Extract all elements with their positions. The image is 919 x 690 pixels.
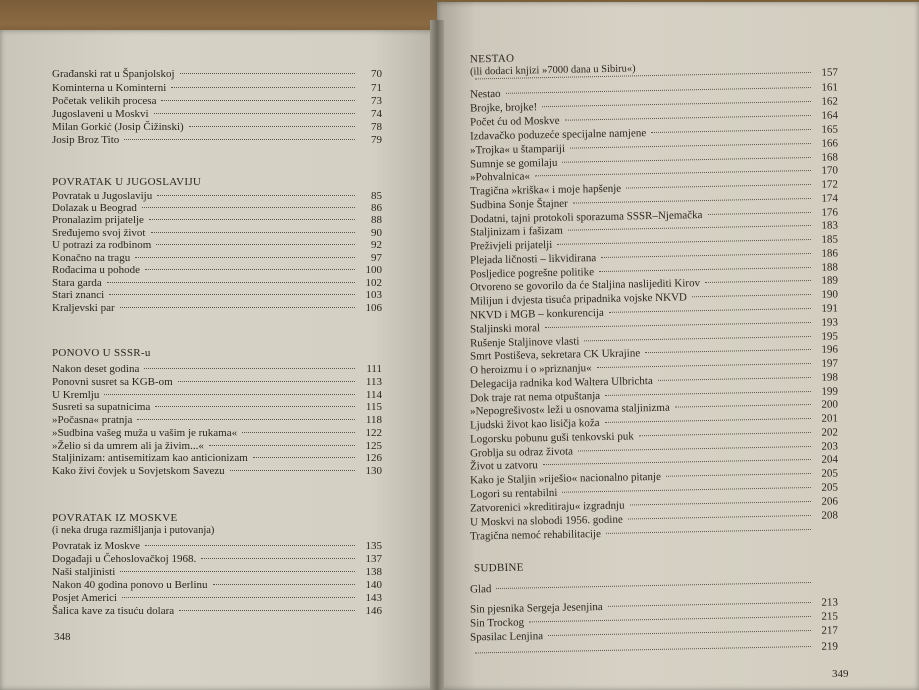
toc-leader-dots (179, 610, 355, 611)
toc-leader-dots (144, 368, 355, 369)
toc-entry-title: Milijun i dvjesta tisuća pripadnika vojske NKVD (469, 291, 688, 308)
toc-leader-dots (180, 73, 355, 74)
toc-entry-page: 97 (371, 252, 382, 264)
toc-leader-dots (209, 445, 355, 446)
toc-entry (52, 121, 382, 133)
toc-entry-page: 100 (365, 264, 382, 276)
toc-entry (52, 95, 382, 107)
toc-entry-page: 113 (365, 376, 382, 388)
toc-entry-title: Delegacija radnika kod Waltera Ulbrichta (469, 375, 653, 391)
section-title: NESTAO (469, 52, 515, 66)
toc-entry (52, 277, 382, 289)
toc-entry-title: Stara garda (52, 277, 102, 289)
toc-entry-title: Glad (469, 583, 492, 596)
toc-entry-title: Ponovni susret sa KGB-om (52, 376, 173, 388)
toc-entry-title: »Počasna« pratnja (52, 414, 133, 426)
toc-entry-page: 215 (821, 610, 839, 623)
toc-leader-dots (605, 418, 811, 423)
toc-entry-page: 172 (821, 178, 839, 191)
section-title: SUDBINE (473, 561, 524, 575)
toc-entry (52, 264, 382, 276)
section-title: PONOVO U SSSR-u (52, 347, 151, 359)
toc-entry-title: Logorsku pobunu guši tenkovski puk (469, 430, 634, 446)
toc-entry-page: 92 (371, 239, 382, 251)
toc-leader-dots (705, 280, 811, 283)
toc-entry-page: 185 (821, 233, 839, 246)
toc-entry (52, 452, 382, 464)
toc-leader-dots (189, 126, 355, 127)
toc-entry-title: Kraljevski par (52, 302, 115, 314)
toc-entry-page: 174 (821, 192, 839, 205)
toc-entry-title: Rođacima u pohode (52, 264, 140, 276)
toc-entry-page: 206 (821, 495, 839, 508)
toc-entry-title: Građanski rat u Španjolskoj (52, 68, 175, 80)
toc-leader-dots (584, 336, 811, 341)
toc-entry-title: Povratak iz Moskve (52, 540, 140, 552)
toc-leader-dots (137, 419, 355, 420)
toc-entry-page: 208 (821, 509, 839, 522)
toc-leader-dots (570, 143, 811, 149)
toc-leader-dots (124, 139, 355, 140)
section-subtitle: (ili dodaci knjizi »7000 dana u Sibiru«) (469, 63, 636, 78)
toc-entry-title: Groblja su odraz života (469, 445, 574, 460)
toc-entry-title: Izdavačko poduzeće specijalne namjene (469, 127, 647, 143)
toc-entry-title: Povratak u Jugoslaviju (52, 190, 153, 202)
toc-entry-title: »Želio si da umrem ali ja živim...« (52, 440, 204, 452)
toc-entry-title: Život u zatvoru (469, 459, 538, 473)
toc-leader-dots (542, 101, 811, 107)
toc-entry-title: Kako živi čovjek u Sovjetskom Savezu (52, 465, 225, 477)
toc-leader-dots (565, 115, 811, 121)
toc-leader-dots (253, 457, 355, 458)
toc-entry (52, 414, 382, 426)
toc-entry (52, 566, 382, 578)
toc-entry-title: Josip Broz Tito (52, 134, 120, 146)
toc-entry-title: Nestao (469, 87, 501, 101)
toc-leader-dots (178, 381, 355, 382)
toc-leader-dots (578, 446, 811, 451)
toc-entry-title: Milan Gorkić (Josip Čižinski) (52, 121, 184, 133)
toc-entry (52, 202, 382, 214)
toc-entry-page: 88 (371, 214, 382, 226)
toc-entry-title: Staljinizam: antisemitizam kao anticionizam (52, 452, 248, 464)
toc-leader-dots (155, 406, 355, 407)
toc-entry-title: Smrt Postiševa, sekretara CK Ukrajine (469, 347, 641, 363)
toc-entry (52, 68, 382, 80)
toc-entry-title: Početak velikih procesa (52, 95, 157, 107)
toc-leader-dots (171, 87, 355, 88)
toc-entry-title: Naši staljinisti (52, 566, 116, 578)
toc-entry-title: Tragična nemoć rehabilitacije (469, 528, 602, 543)
toc-entry-title: Posjet Americi (52, 592, 118, 604)
toc-leader-dots (651, 129, 811, 133)
toc-leader-dots (599, 267, 811, 272)
toc-entry-page: 205 (821, 467, 839, 480)
toc-entry-title: U Moskvi na slobodi 1956. godine (469, 513, 623, 529)
toc-leader-dots (675, 404, 811, 408)
toc-leader-dots (606, 529, 811, 534)
toc-leader-dots (609, 308, 811, 313)
toc-entry (52, 427, 382, 439)
toc-entry-page: 74 (371, 108, 382, 120)
toc-entry-page: 205 (821, 481, 839, 494)
toc-leader-dots (605, 391, 811, 396)
toc-entry-title: Spasilac Lenjina (469, 630, 544, 644)
toc-entry-page: 70 (371, 68, 382, 80)
toc-entry-title: Kako je Staljin »riješio« nacionalno pitanje (469, 470, 662, 487)
toc-entry-title: Ljudski život kao lisičja koža (469, 417, 600, 432)
toc-leader-dots (475, 72, 811, 79)
toc-entry (52, 592, 382, 604)
toc-leader-dots (213, 584, 355, 585)
toc-entry-page: 190 (821, 288, 839, 301)
toc-entry-title: Jugoslaveni u Moskvi (52, 108, 149, 120)
toc-entry-title: Sudbina Sonje Štajner (469, 197, 568, 212)
toc-entry (52, 227, 382, 239)
toc-entry-page: 170 (821, 164, 839, 177)
toc-entry-page: 219 (821, 640, 839, 653)
toc-entry-title: Dolazak u Beograd (52, 202, 137, 214)
toc-leader-dots (135, 257, 355, 258)
toc-entry-title: Nakon deset godina (52, 363, 140, 375)
toc-entry-title: »Trojka« u štampariji (469, 142, 566, 157)
toc-leader-dots (630, 501, 811, 505)
toc-leader-dots (120, 571, 355, 572)
toc-entry-page: 137 (365, 553, 382, 565)
toc-entry (52, 108, 382, 120)
toc-leader-dots (601, 253, 811, 258)
toc-leader-dots (666, 473, 811, 477)
toc-entry-title: Staljinski moral (469, 322, 541, 336)
toc-leader-dots (548, 630, 811, 636)
toc-leader-dots (161, 100, 355, 101)
toc-entry (52, 190, 382, 202)
toc-entry-page: 198 (821, 371, 839, 384)
toc-leader-dots (156, 244, 355, 245)
toc-leader-dots (104, 394, 355, 395)
toc-entry-page: 164 (821, 109, 839, 122)
toc-entry (52, 376, 382, 388)
toc-leader-dots (568, 225, 811, 231)
toc-entry-page: 157 (821, 66, 839, 79)
toc-entry-title: U potrazi za rodbinom (52, 239, 152, 251)
toc-entry-title: Logori su rentabilni (469, 486, 558, 501)
toc-entry-page: 203 (821, 440, 839, 453)
toc-leader-dots (707, 212, 811, 215)
toc-entry (52, 214, 382, 226)
toc-entry-title: Otvoreno se govorilo da će Staljina naslijediti Kirov (469, 277, 701, 294)
toc-entry (52, 553, 382, 565)
section-subtitle: (i neka druga razmišljanja i putovanja) (52, 525, 215, 536)
toc-leader-dots (157, 195, 355, 196)
toc-leader-dots (658, 377, 811, 381)
toc-entry-page: 138 (365, 566, 382, 578)
right-page-number: 349 (832, 668, 849, 680)
toc-leader-dots (230, 470, 355, 471)
toc-entry-page: 188 (821, 261, 839, 274)
toc-entry-page: 71 (371, 82, 382, 94)
toc-leader-dots (557, 239, 811, 245)
toc-entry-title: Preživjeli prijatelji (469, 238, 553, 253)
toc-entry-page: 114 (365, 389, 382, 401)
toc-entry-title: »Nepogrešivost« leži u osnovama staljinizma (469, 401, 670, 418)
toc-leader-dots (562, 157, 811, 163)
toc-entry-title: NKVD i MGB – konkurencija (469, 306, 604, 322)
toc-leader-dots (142, 207, 355, 208)
toc-entry-title: Događaji u Čehoslovačkoj 1968. (52, 553, 197, 565)
toc-entry-page: 176 (821, 206, 839, 219)
book-gutter (430, 20, 444, 690)
toc-leader-dots (545, 322, 811, 328)
toc-leader-dots (120, 307, 355, 308)
toc-entry (52, 579, 382, 591)
toc-entry (52, 134, 382, 146)
toc-leader-dots (639, 432, 811, 436)
toc-entry-title: »Sudbina vašeg muža u vašim je rukama« (52, 427, 238, 439)
toc-entry-page: 118 (365, 414, 382, 426)
toc-entry-page: 200 (821, 398, 839, 411)
toc-leader-dots (496, 582, 811, 589)
toc-entry (52, 540, 382, 552)
toc-entry-page: 183 (821, 219, 839, 232)
toc-entry-page: 191 (821, 302, 839, 315)
toc-entry-page: 166 (821, 137, 839, 150)
toc-entry-page: 195 (821, 330, 839, 343)
section-title: POVRATAK U JUGOSLAVIJU (52, 176, 202, 188)
section-title: POVRATAK IZ MOSKVE (52, 512, 178, 524)
toc-entry-page: 86 (371, 202, 382, 214)
toc-entry-title: Šalica kave za tisuću dolara (52, 605, 175, 617)
toc-entry-title: Nakon 40 godina ponovo u Berlinu (52, 579, 208, 591)
toc-entry-page: 189 (821, 274, 839, 287)
toc-leader-dots (145, 269, 355, 270)
toc-entry-page: 135 (365, 540, 382, 552)
toc-leader-dots (107, 282, 355, 283)
toc-entry-page: 90 (371, 227, 382, 239)
toc-entry-title: Sin Trockog (469, 616, 525, 630)
toc-entry (52, 289, 382, 301)
toc-entry-page: 106 (365, 302, 382, 314)
toc-entry-title: Brojke, brojke! (469, 101, 538, 115)
toc-entry-title: O heroizmu i o »priznanju« (469, 362, 592, 377)
toc-leader-dots (145, 545, 355, 546)
toc-entry-page: 143 (365, 592, 382, 604)
toc-entry-title: Zatvorenici »kreditiraju« izgradnju (469, 499, 625, 515)
toc-entry-page: 78 (371, 121, 382, 133)
toc-entry-page: 115 (365, 401, 382, 413)
toc-entry-title: Sređujemo svoj život (52, 227, 146, 239)
toc-leader-dots (151, 232, 356, 233)
toc-entry-page: 161 (821, 81, 839, 94)
toc-entry-title: Plejada ličnosti – likvidirana (469, 252, 597, 267)
toc-entry-page: 111 (366, 363, 382, 375)
toc-entry (52, 82, 382, 94)
toc-entry-title: Sumnje se gomilaju (469, 156, 558, 171)
toc-leader-dots (475, 646, 811, 653)
toc-leader-dots (154, 113, 355, 114)
toc-entry (52, 389, 382, 401)
toc-entry-page: 130 (365, 465, 382, 477)
toc-entry-page: 103 (365, 289, 382, 301)
toc-leader-dots (626, 184, 811, 189)
toc-entry (52, 363, 382, 375)
toc-leader-dots (535, 170, 811, 176)
toc-entry-title: Počet ću od Moskve (469, 114, 560, 129)
toc-entry (52, 401, 382, 413)
toc-entry-page: 202 (821, 426, 839, 439)
toc-leader-dots (645, 349, 811, 353)
toc-entry-title: Susreti sa supatnicima (52, 401, 151, 413)
toc-leader-dots (562, 487, 811, 493)
toc-leader-dots (573, 198, 811, 204)
toc-entry-page: 162 (821, 95, 839, 108)
toc-entry-page: 197 (821, 357, 839, 370)
toc-entry (52, 465, 382, 477)
toc-entry-title: Rušenje Staljinove vlasti (469, 335, 580, 350)
toc-entry-page: 168 (821, 151, 839, 164)
toc-leader-dots (628, 515, 811, 520)
toc-entry-page: 79 (371, 134, 382, 146)
toc-leader-dots (201, 558, 355, 559)
toc-entry (52, 440, 382, 452)
toc-leader-dots (122, 597, 355, 598)
toc-entry-title: Staljinizam i fašizam (469, 224, 564, 239)
toc-entry-page: 102 (365, 277, 382, 289)
toc-entry-title: Pronalazim prijatelje (52, 214, 144, 226)
toc-entry (52, 252, 382, 264)
toc-entry-page: 125 (365, 440, 382, 452)
toc-entry-title: Dok traje rat nema otpuštanja (469, 390, 601, 405)
toc-leader-dots (608, 602, 811, 607)
toc-entry-page: 73 (371, 95, 382, 107)
toc-entry-title: Stari znanci (52, 289, 105, 301)
toc-entry (52, 239, 382, 251)
toc-leader-dots (597, 363, 811, 368)
toc-entry-title: Dodatni, tajni protokoli sporazuma SSSR–Njemačka (469, 209, 703, 226)
toc-entry (52, 302, 382, 314)
toc-leader-dots (109, 294, 355, 295)
toc-entry-page: 122 (365, 427, 382, 439)
toc-entry-page: 196 (821, 343, 839, 356)
toc-entry-title: Konačno na tragu (52, 252, 131, 264)
toc-entry-page: 186 (821, 247, 839, 260)
toc-leader-dots (529, 616, 811, 622)
toc-leader-dots (242, 432, 355, 433)
toc-entry-title: »Pohvalnica« (469, 170, 531, 184)
toc-leader-dots (692, 294, 811, 297)
toc-entry-title: Posljedice pogrešne politike (469, 266, 595, 281)
toc-entry-page: 126 (365, 452, 382, 464)
toc-entry-page: 146 (365, 605, 382, 617)
toc-entry-page: 85 (371, 190, 382, 202)
toc-entry (52, 605, 382, 617)
toc-entry-title: Tragična »kriška« i moje hapšenje (469, 182, 622, 198)
toc-entry-page: 201 (821, 412, 839, 425)
toc-leader-dots (149, 219, 355, 220)
toc-leader-dots (543, 459, 811, 465)
left-page-number: 348 (54, 631, 71, 643)
toc-entry-title: U Kremlju (52, 389, 100, 401)
toc-entry-title: Sin pjesnika Sergeja Jesenjina (469, 600, 603, 616)
toc-entry-page: 217 (821, 624, 839, 637)
toc-entry-page: 213 (821, 596, 839, 609)
toc-leader-dots (506, 87, 811, 94)
toc-entry-page: 204 (821, 453, 839, 466)
toc-entry-page: 140 (365, 579, 382, 591)
toc-entry-page: 199 (821, 385, 839, 398)
toc-entry-title: Kominterna u Kominterni (52, 82, 167, 94)
toc-entry-page: 193 (821, 316, 839, 329)
toc-entry-page: 165 (821, 123, 839, 136)
